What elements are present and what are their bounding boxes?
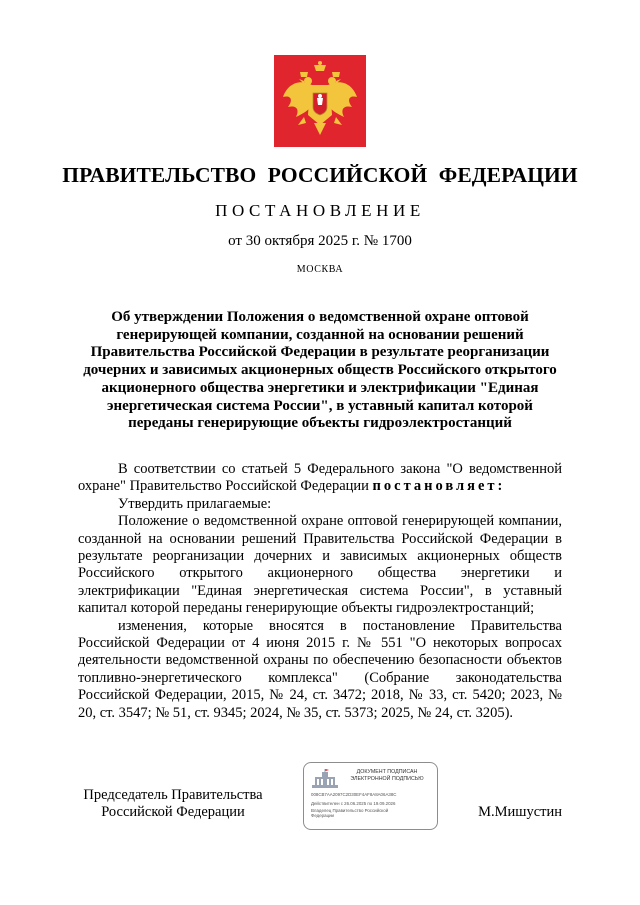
stamp-title-line2: ЭЛЕКТРОННОЙ ПОДПИСЬЮ xyxy=(350,776,424,782)
signatory-position-line2: Российской Федерации xyxy=(101,804,245,821)
government-title: ПРАВИТЕЛЬСТВО РОССИЙСКОЙ ФЕДЕРАЦИИ xyxy=(62,163,578,187)
decree-subject: Об утверждении Положения о ведомственной охране оптовой генерирующей компании, созданной на основании решений Правительства Российской Федерации в результате реорганизации дочерних и зависимых акционерных обществ Российского открытого акционерного общества энергетики и электрификации "Единая энергетическая система России", в уставный капитал которой переданы генерирующие объекты гидроэлектростанций xyxy=(83,309,557,432)
document-type: ПОСТАНОВЛЕНИЕ xyxy=(215,201,425,220)
decree-body xyxy=(78,461,562,722)
decides-word: постановляет: xyxy=(372,478,506,495)
document-city: МОСКВА xyxy=(296,264,344,275)
stamp-owner-line1: Владелец Правительство Российской xyxy=(311,808,389,813)
paragraph-amendments: изменения, которые вносятся в постановление Правительства Российской Федерации от 4 июня 2015 г. № 551 "О некоторых вопросах деятельности ведомственной охраны по обеспечению безопасности объектов топливно-энергетического комплекса" (Собрание законодательства Российской Федерации, 2015, № 24, ст. 3472; 2018, № 33, ст. 5420; 2023, № 20, ст. 3547; № 51, ст. 9345; 2024, № 35, ст. 5373; 2025, № 24, ст. 3205). xyxy=(78,617,562,721)
stamp-validity: Действителен с 26.06.2025 по 19.09.2026 xyxy=(311,801,396,806)
stamp-owner-line2: Федерации xyxy=(311,813,334,818)
stamp-title-line1: ДОКУМЕНТ ПОДПИСАН xyxy=(356,769,418,775)
stamp-serial: 008CB7AA2097C2D30EF4AF8A8A06A38C xyxy=(311,792,397,797)
signatory-position xyxy=(78,787,268,822)
paragraph-approve: Утвердить прилагаемые: xyxy=(118,495,272,512)
preamble-text: В соответствии со статьей 5 Федерального закона "О ведомственной охране" Правительство Российской Федерации xyxy=(78,461,562,495)
signatory-position-line1: Председатель Правительства xyxy=(83,787,263,803)
stamp-title xyxy=(344,769,430,783)
signatory-name: М.Мишустин xyxy=(478,804,562,820)
paragraph-regulation: Положение о ведомственной охране оптовой генерирующей компании, созданной на основании решений Правительства Российской Федерации в результате реорганизации дочерних и зависимых акционерных обществ Российского открытого акционерного общества энергетики и электрификации "Единая энергетическая система России", в уставный капитал которой переданы генерирующие объекты гидроэлектростанций; xyxy=(78,513,562,617)
document-date-number: от 30 октября 2025 г. № 1700 xyxy=(228,233,412,249)
government-building-icon xyxy=(311,769,339,789)
electronic-signature-stamp xyxy=(303,762,438,830)
coat-of-arms-icon xyxy=(274,55,366,147)
paragraph-preamble xyxy=(78,461,562,496)
